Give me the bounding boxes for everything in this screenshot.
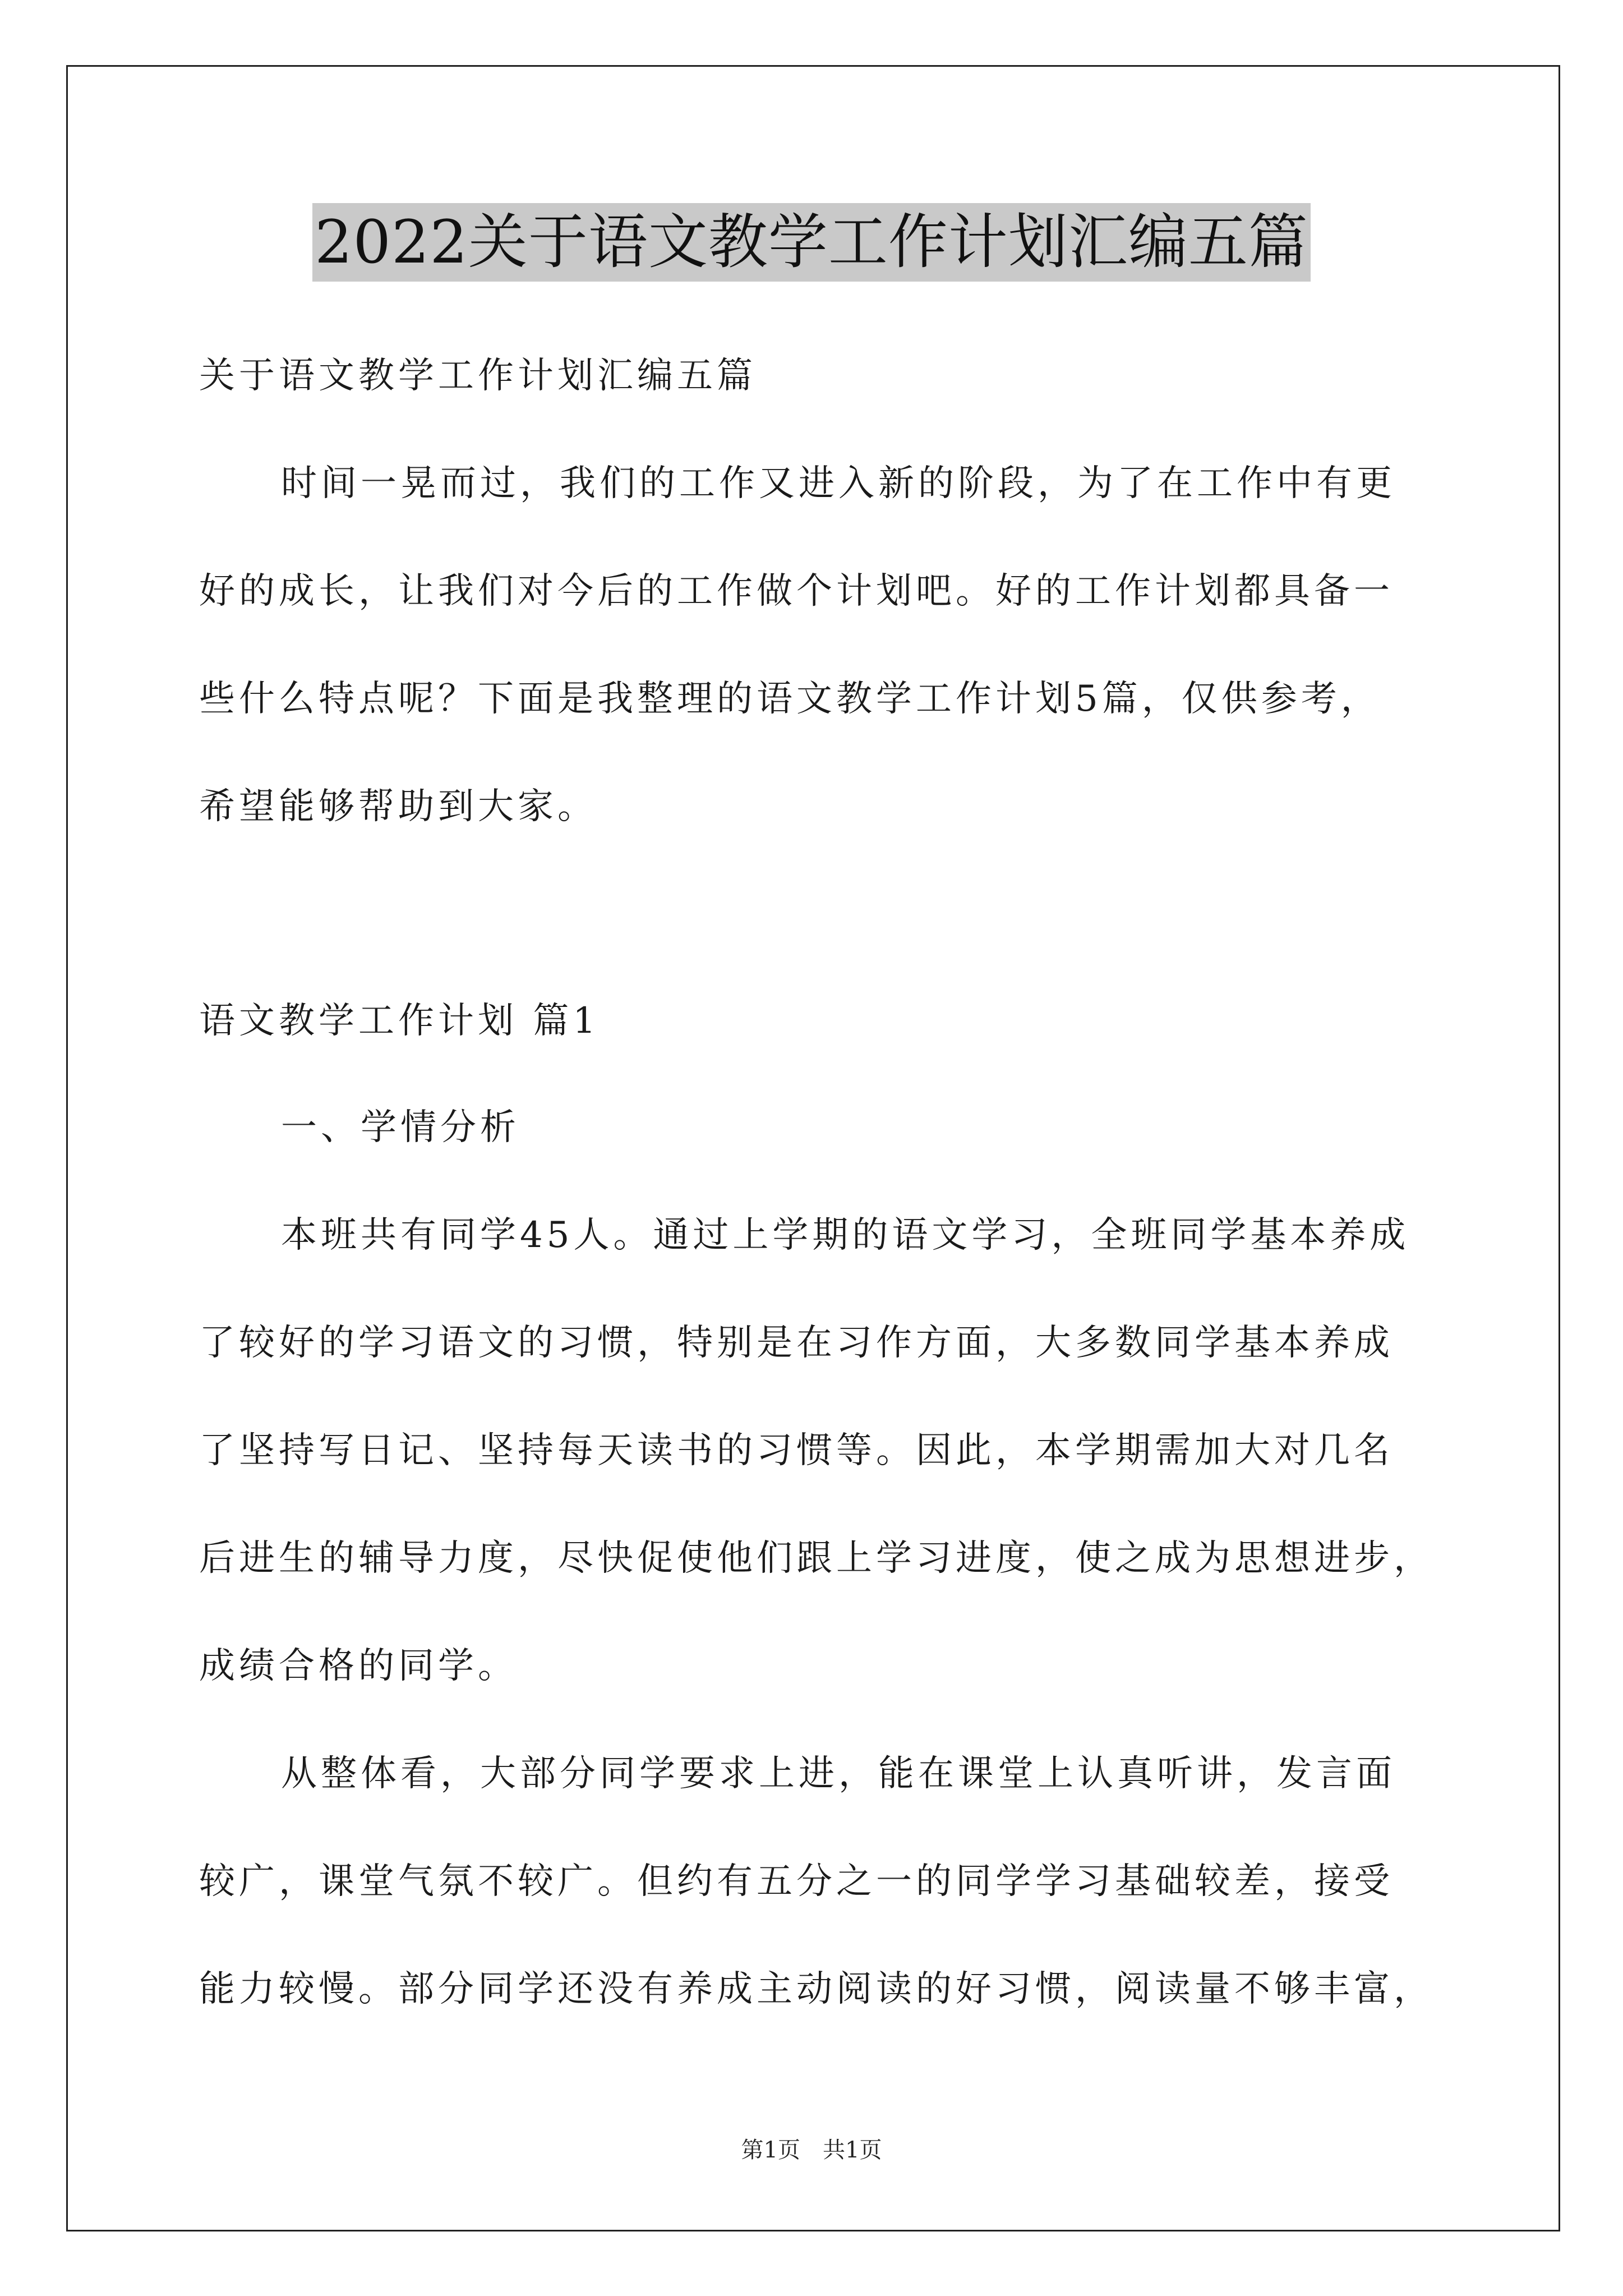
subsection-heading: 一、学情分析 — [281, 1107, 520, 1148]
paragraph-line: 了坚持写日记、坚持每天读书的习惯等。因此，本学期需加大对几名 — [199, 1430, 1394, 1471]
paragraph-line: 本班共有同学45人。通过上学期的语文学习，全班同学基本养成 — [281, 1214, 1410, 1256]
page-footer: 第1页 共1页 — [741, 2137, 882, 2163]
paragraph-line: 后进生的辅导力度，尽快促使他们跟上学习进度，使之成为思想进步， — [199, 1538, 1433, 1579]
intro-line: 好的成长，让我们对今后的工作做个计划吧。好的工作计划都具备一 — [199, 570, 1394, 612]
paragraph-line: 能力较慢。部分同学还没有养成主动阅读的好习惯，阅读量不够丰富， — [199, 1968, 1433, 2010]
intro-line: 时间一晃而过，我们的工作又进入新的阶段，为了在工作中有更 — [281, 463, 1396, 504]
paragraph-line: 较广，课堂气氛不较广。但约有五分之一的同学学习基础较差，接受 — [199, 1861, 1394, 1902]
section-heading: 语文教学工作计划 篇1 — [199, 1000, 600, 1042]
paragraph-line: 从整体看，大部分同学要求上进，能在课堂上认真听讲，发言面 — [281, 1753, 1396, 1795]
document-title: 2022关于语文教学工作计划汇编五篇 — [312, 203, 1311, 282]
title-container — [0, 203, 1623, 282]
paragraph-line: 成绩合格的同学。 — [199, 1645, 518, 1687]
document-subtitle: 关于语文教学工作计划汇编五篇 — [199, 355, 757, 397]
intro-line: 些什么特点呢？下面是我整理的语文教学工作计划5篇，仅供参考， — [199, 678, 1381, 720]
intro-line: 希望能够帮助到大家。 — [199, 786, 597, 827]
paragraph-line: 了较好的学习语文的习惯，特别是在习作方面，大多数同学基本养成 — [199, 1322, 1394, 1364]
